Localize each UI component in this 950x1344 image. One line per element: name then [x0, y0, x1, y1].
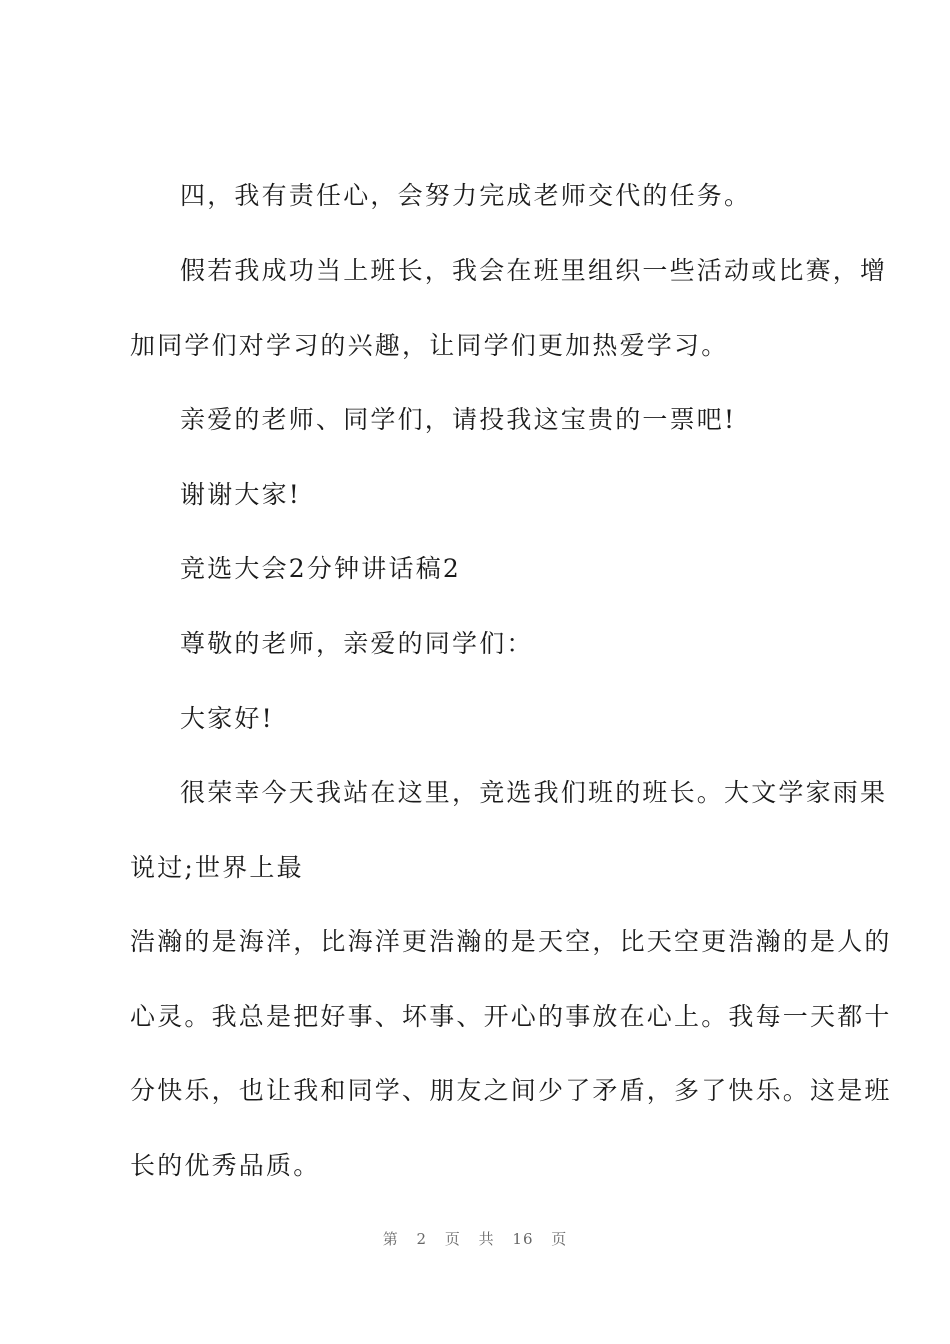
- paragraph-line: 说过;世界上最: [130, 853, 304, 882]
- page-number-footer: [0, 1228, 950, 1249]
- footer-total-pages: 16: [512, 1230, 534, 1248]
- paragraph-line: 心灵。我总是把好事、坏事、开心的事放在心上。我每一天都十: [130, 1002, 892, 1031]
- footer-ye2: 页: [551, 1230, 568, 1248]
- footer-current-page: 2: [416, 1230, 428, 1248]
- paragraph-line: 长的优秀品质。: [130, 1151, 321, 1180]
- paragraph-line: 分快乐，也让我和同学、朋友之间少了矛盾，多了快乐。这是班: [130, 1076, 892, 1105]
- paragraph-line: 谢谢大家!: [180, 480, 302, 509]
- paragraph-line: 加同学们对学习的兴趣，让同学们更加热爱学习。: [130, 331, 729, 360]
- footer-ye: 页: [444, 1230, 461, 1248]
- footer-gong: 共: [478, 1230, 495, 1248]
- greeting: 大家好!: [180, 704, 274, 733]
- section-heading: 竞选大会2分钟讲话稿2: [180, 554, 462, 583]
- paragraph-line: 很荣幸今天我站在这里，竞选我们班的班长。大文学家雨果: [180, 778, 888, 807]
- footer-di: 第: [382, 1230, 399, 1248]
- paragraph-line: 浩瀚的是海洋，比海洋更浩瀚的是天空，比天空更浩瀚的是人的: [130, 927, 892, 956]
- paragraph-line: 四，我有责任心，会努力完成老师交代的任务。: [180, 181, 752, 210]
- salutation: 尊敬的老师，亲爱的同学们：: [180, 629, 534, 658]
- paragraph-line: 亲爱的老师、同学们，请投我这宝贵的一票吧!: [180, 405, 737, 434]
- paragraph-line: 假若我成功当上班长，我会在班里组织一些活动或比赛，增: [180, 256, 888, 285]
